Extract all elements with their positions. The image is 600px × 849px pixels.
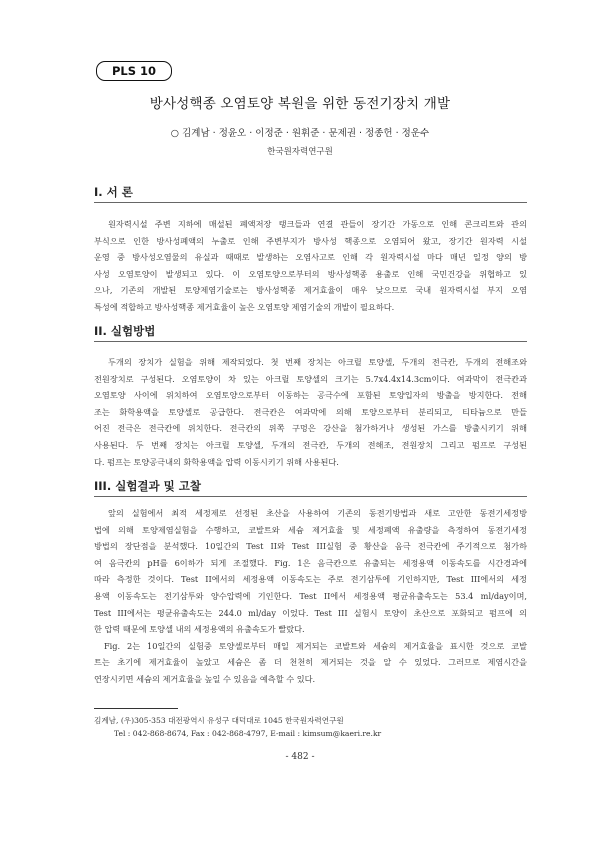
text-line: 트는 초기에 제거효율이 높았고 세슘은 좀 더 천천히 제거되는 것을 알 수 있었다. 그러므로 제염시간을 [94,657,527,668]
text-line: 오염토양 사이에 위치하여 오염토양으로부터 이동하는 공극수에 포함된 토양입자의 방출을 방지한다. 전해 [94,390,527,401]
footnote-address: 김계남, (우)305-353 대전광역시 유성구 대덕대로 1045 한국원자력연구원 [94,716,344,725]
text-line: 조는 화학용액을 토양셀로 공급한다. 전극칸은 여과막에 의해 토양으로부터 분리되고, 티타늄으로 만들 [94,406,527,417]
text-line: 여 음극칸의 pH를 6이하가 되게 조절했다. Fig. 1은 음극칸으로 유출되는 세정용액 이동속도를 시간경과에 [94,557,527,568]
section-divider [94,202,527,203]
text-line: 으나, 기존의 개발된 토양제염기술로는 방사성핵종 제거효율이 매우 낮으므로 국내 원자력시설 부지 오염 [94,285,527,296]
section-heading-results: III. 실험결과 및 고찰 [94,479,201,493]
text-line: 방법의 장단점을 분석했다. 10일간의 Test II와 Test III실험 중 황산을 음극 전극칸에 주기적으로 첨가하 [94,541,527,552]
text-line: 운영 중 방사성오염물의 유실과 때때로 발생하는 오염사고로 인해 각 원자력시설 마다 매년 일정 양의 방 [94,252,527,263]
section-heading-methods: II. 실험방법 [94,324,156,338]
text-line: Fig. 2는 10일간의 실험중 토양셀로부터 매일 제거되는 코발트와 세슘의 제거효율을 표시한 것으로 코발 [104,640,527,651]
paper-title: 방사성핵종 오염토양 복원을 위한 동전기장치 개발 [149,96,451,112]
text-line: 원자력시설 주변 지하에 매설된 폐액저장 탱크들과 연결 관들이 장기간 가동으로 인해 콘크리트와 관의 [108,219,527,229]
text-line: 부식으로 인한 방사성폐액의 누출로 인해 주변부지가 방사성 핵종으로 오염되어 왔고, 장기간 원자력 시설 [94,235,527,246]
section-divider [94,496,527,497]
text-line: Test III에서는 평균유출속도는 244.0 ml/day 이었다. Test III 실험시 토양이 초산으로 포화되고 펌프에 의 [94,607,527,618]
text-line: 두개의 장치가 실험을 위해 제작되었다. 첫 번째 장치는 아크릴 토양셀, 두개의 전극칸, 두개의 전해조와 [108,357,527,367]
footnote-divider [94,708,178,709]
text-line: 전원장치로 구성된다. 오염토양이 차 있는 아크릴 토양셀의 크기는 5.7x4.4x14.3cm이다. 여과막이 전극칸과 [94,373,527,384]
affiliation: 한국원자력연구원 [267,147,333,157]
text-line: 법에 의해 토양제염실험을 수행하고, 코발트와 세슘 제거효율 및 세정폐액 유출량을 측정하여 동전기세정 [94,524,527,535]
text-line: 연장시키면 세슘의 제거효율을 높일 수 있음을 예측할 수 있다. [94,673,316,684]
section-body-results [94,505,527,688]
section-body-introduction [94,216,527,316]
footnote-contact: Tel : 042-868-8674, Fax : 042-868-4797, E-mail : kimsum@kaeri.re.kr [114,729,382,738]
text-line: 용액 이동속도는 전기삼투와 양수압력에 기인한다. Test II에서 세정용액 평균유출속도는 53.4 ml/day이며, [94,590,527,601]
author-list: ○ 김계남 · 정윤오 · 이정준 · 원휘준 · 문제권 · 정종헌 · 정운수 [170,128,430,139]
text-line: 사성 오염토양이 발생되고 있다. 이 오염토양으로부터의 방사성핵종 용출로 인해 국민건강을 위협하고 있 [94,268,527,279]
text-line: 한 압력 때문에 토양셀 내의 세정용액의 유출속도가 빨랐다. [94,624,305,635]
author-contact-footnote [94,714,527,740]
section-body-methods [94,354,527,470]
text-line: 다. 펌프는 토양공극내의 화학용액을 압력 이동시키기 위해 사용된다. [94,456,339,467]
section-divider [94,341,527,342]
text-line: 특성에 적합하고 방사성핵종 제거효율이 높은 오염토양 제염기술의 개발이 필요하다. [94,301,395,312]
page-number: - 482 - [285,752,315,762]
text-line: 따라 측정한 것이다. Test II에서의 세정용액 이동속도는 주로 전기삼투에 기인하지만, Test III에서의 세정 [94,574,527,585]
text-line: 사용된다. 두 번째 장치는 아크릴 토양셀, 두개의 전극칸, 두개의 전해조, 전원장치 그리고 펌프로 구성된 [94,439,527,450]
session-code-badge: PLS 10 [96,61,172,81]
text-line: 앞의 실험에서 최적 세정제로 선정된 초산을 사용하여 기존의 동전기방법과 새로 고안한 동전기세정방 [108,508,527,518]
section-heading-introduction: I. 서 론 [94,185,133,199]
text-line: 어진 전극은 전극칸에 위치한다. 전극칸의 위쪽 구멍은 강산을 첨가하거나 생성된 가스를 방출시키기 위해 [94,423,527,434]
